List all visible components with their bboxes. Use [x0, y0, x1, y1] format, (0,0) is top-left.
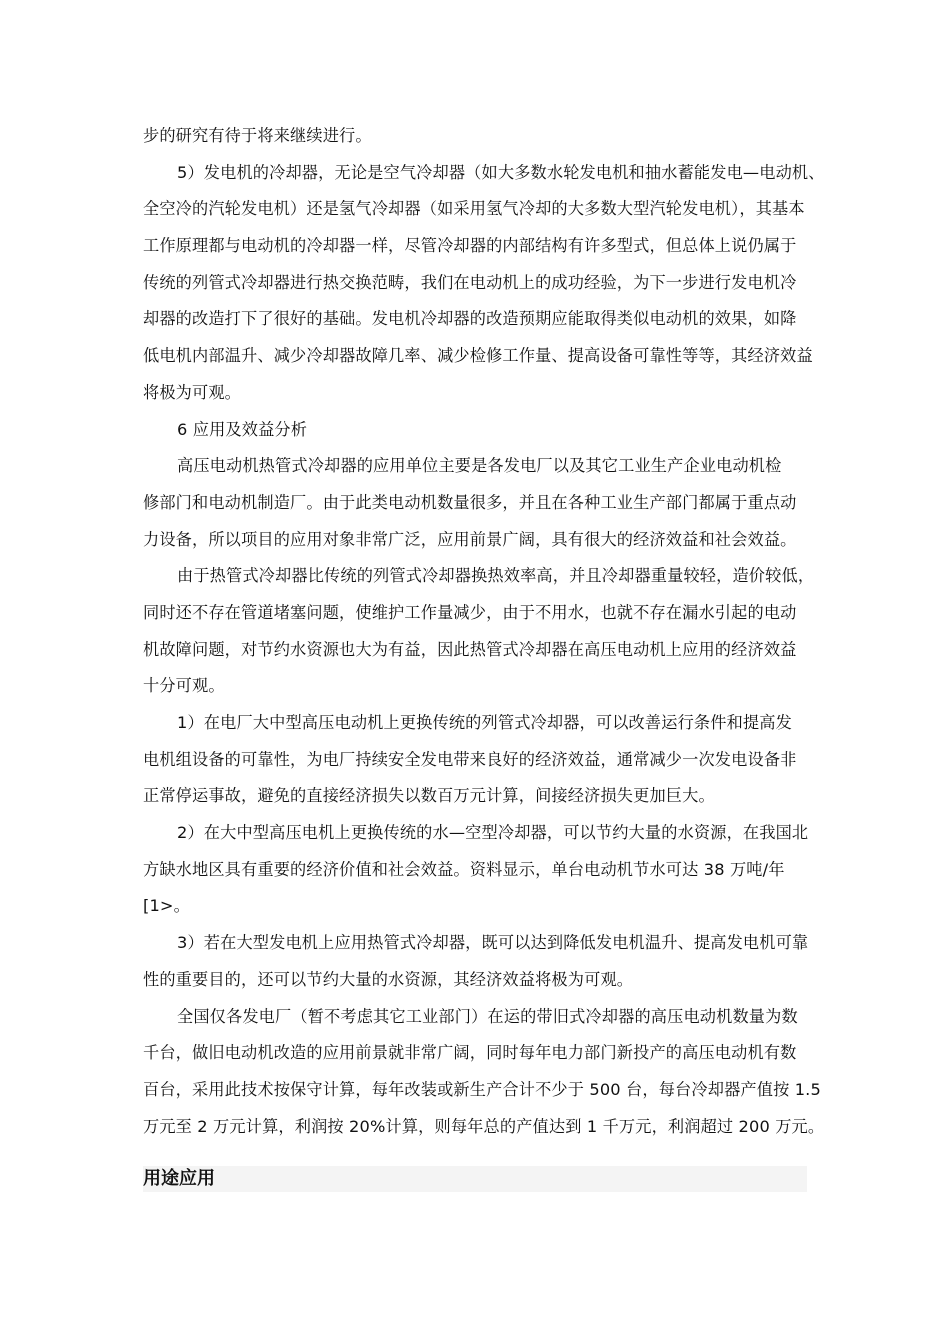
section-title: 用途应用: [143, 1168, 215, 1189]
paragraph-line: 传统的列管式冷却器进行热交换范畴，我们在电动机上的成功经验，为下一步进行发电机冷: [143, 272, 797, 292]
paragraph-line: 却器的改造打下了很好的基础。发电机冷却器的改造预期应能取得类似电动机的效果，如降: [143, 309, 797, 329]
paragraph-line: 步的研究有待于将来继续进行。: [143, 126, 372, 145]
paragraph-line: 2）在大中型高压电机上更换传统的水—空型冷却器，可以节约大量的水资源，在我国北: [177, 823, 809, 843]
paragraph-line: 机故障问题，对节约水资源也大为有益，因此热管式冷却器在高压电动机上应用的经济效益: [143, 639, 797, 659]
paragraph-line: 高压电动机热管式冷却器的应用单位主要是各发电厂以及其它工业生产企业电动机检: [177, 456, 782, 476]
paragraph-line: 性的重要目的，还可以节约大量的水资源，其经济效益将极为可观。: [143, 969, 634, 989]
section-heading: 6 应用及效益分析: [177, 419, 308, 439]
paragraph-line: 方缺水地区具有重要的经济价值和社会效益。资料显示，单台电动机节水可达 38 万吨/年: [143, 859, 785, 879]
section-header-bar: [143, 1166, 807, 1192]
paragraph-line: 十分可观。: [143, 676, 225, 696]
paragraph-line: 力设备，所以项目的应用对象非常广泛，应用前景广阔，具有很大的经济效益和社会效益。: [143, 529, 797, 549]
paragraph-line: 5）发电机的冷却器，无论是空气冷却器（如大多数水轮发电机和抽水蓄能发电—电动机、: [177, 162, 825, 182]
paragraph-line: 电机组设备的可靠性，为电厂持续安全发电带来良好的经济效益，通常减少一次发电设备非: [143, 749, 797, 769]
paragraph-line: 百台，采用此技术按保守计算，每年改装或新生产合计不少于 500 台，每台冷却器产值按 1.5: [143, 1079, 821, 1099]
paragraph-line: 全空冷的汽轮发电机）还是氢气冷却器（如采用氢气冷却的大多数大型汽轮发电机），其基本: [143, 199, 805, 219]
paragraph-line: 3）若在大型发电机上应用热管式冷却器，既可以达到降低发电机温升、提高发电机可靠: [177, 933, 809, 953]
paragraph-line: 万元至 2 万元计算，利润按 20%计算，则每年总的产值达到 1 千万元，利润超过 200 万元。: [143, 1116, 825, 1136]
paragraph-line: 千台，做旧电动机改造的应用前景就非常广阔，同时每年电力部门新投产的高压电动机有数: [143, 1043, 797, 1063]
paragraph-line: 同时还不存在管道堵塞问题，使维护工作量减少，由于不用水，也就不存在漏水引起的电动: [143, 602, 797, 622]
paragraph-line: 正常停运事故，避免的直接经济损失以数百万元计算，间接经济损失更加巨大。: [143, 786, 715, 806]
document-body: [143, 118, 825, 1145]
paragraph-line: [1>。: [143, 896, 190, 916]
paragraph-line: 1）在电厂大中型高压电动机上更换传统的列管式冷却器，可以改善运行条件和提高发: [177, 713, 792, 732]
paragraph-line: 修部门和电动机制造厂。由于此类电动机数量很多，并且在各种工业生产部门都属于重点动: [143, 492, 797, 512]
paragraph-line: 将极为可观。: [143, 382, 242, 402]
paragraph-line: 低电机内部温升、减少冷却器故障几率、减少检修工作量、提高设备可靠性等等，其经济效益: [143, 346, 813, 366]
paragraph-line: 全国仅各发电厂（暂不考虑其它工业部门）在运的带旧式冷却器的高压电动机数量为数: [177, 1006, 798, 1026]
paragraph-line: 工作原理都与电动机的冷却器一样，尽管冷却器的内部结构有许多型式，但总体上说仍属于: [143, 236, 797, 256]
paragraph-line: 由于热管式冷却器比传统的列管式冷却器换热效率高，并且冷却器重量较轻，造价较低，: [177, 566, 815, 586]
